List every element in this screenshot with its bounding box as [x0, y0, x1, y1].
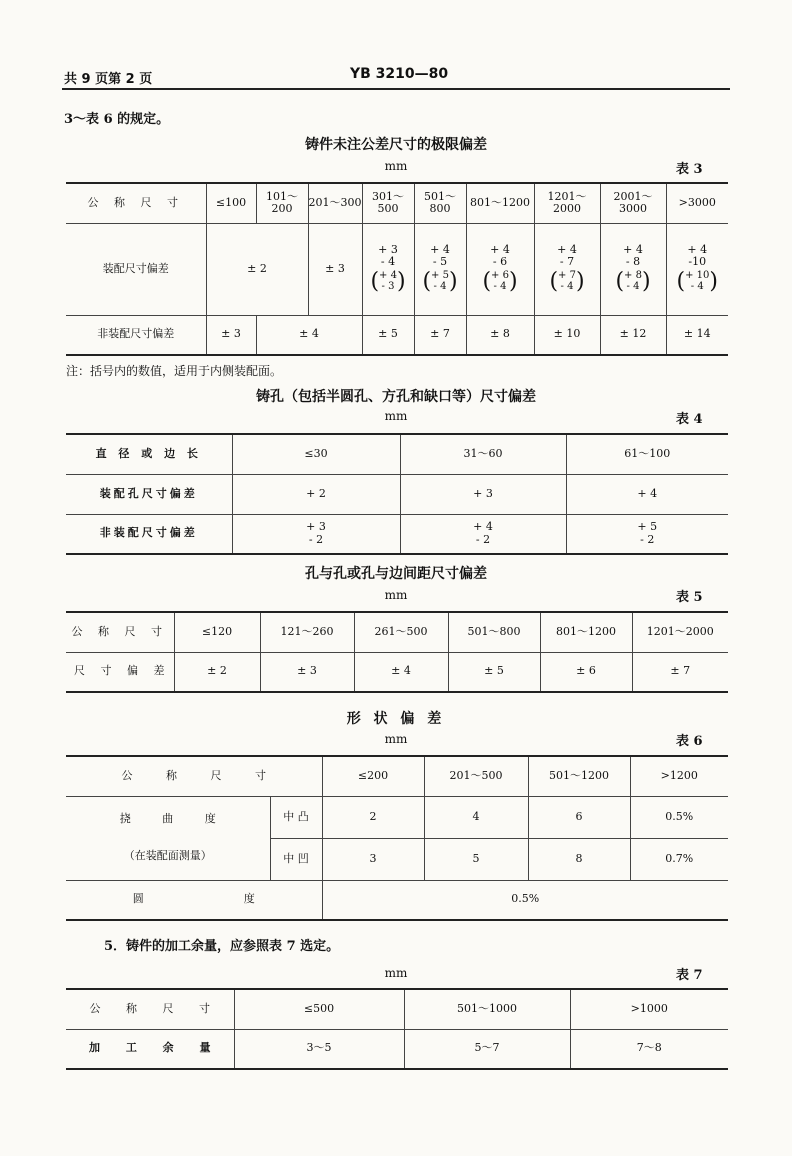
table5-header-row	[66, 612, 728, 652]
dev-down: - 2	[475, 532, 491, 546]
dev-in-down: - 4	[626, 280, 640, 292]
table3-col: 101～200	[256, 183, 308, 223]
dev-in-down: - 3	[381, 280, 395, 292]
table3-col: >3000	[666, 183, 728, 223]
table3-cell: ± 4	[256, 315, 362, 355]
table6	[66, 755, 728, 921]
table6-cell: 5	[424, 838, 528, 880]
table4-cell: + 3	[400, 474, 566, 514]
table4-cell: ≤30	[232, 434, 400, 474]
dev-up: + 5	[637, 520, 658, 534]
section5-text: 5．铸件的加工余量，应参照表 7 选定。	[104, 939, 340, 954]
table4-row	[66, 514, 728, 554]
table4-unit: mm	[384, 409, 408, 423]
table7-col: 501～1000	[404, 989, 570, 1029]
table3-cell: ± 14	[666, 315, 728, 355]
dev-down: - 2	[308, 532, 324, 546]
standard-number: YB 3210—80	[350, 66, 449, 82]
table6-round-row	[66, 880, 728, 920]
table4-cell: 31～60	[400, 434, 566, 474]
table6-cell: 8	[528, 838, 630, 880]
table4-title: 铸孔（包括半圆孔、方孔和缺口等）尺寸偏差	[256, 389, 536, 405]
table5-title: 孔与孔或孔与边间距尺寸偏差	[305, 566, 487, 582]
dev-in-down: - 4	[690, 280, 704, 292]
table3-cell: + 3 - 4 (+ 4 - 3 )	[362, 223, 414, 315]
dev-in-up: + 10	[685, 270, 710, 282]
table3-cell: ± 12	[600, 315, 666, 355]
table6-col: ≤200	[322, 756, 424, 796]
table7-cell: 5～7	[404, 1029, 570, 1069]
table3-header-row	[66, 183, 728, 223]
table4-label: 表 4	[676, 412, 703, 427]
dev-in-down: - 4	[433, 280, 447, 292]
table6-cell: 4	[424, 796, 528, 838]
table7-col: ≤500	[234, 989, 404, 1029]
table3-cell: ± 5	[362, 315, 414, 355]
table6-col: 501～1200	[528, 756, 630, 796]
table3-col: 2001～3000	[600, 183, 666, 223]
table6-convex-row	[66, 796, 728, 838]
table7-label: 表 7	[676, 968, 703, 983]
table6-label: 表 6	[676, 734, 703, 749]
table3-label: 表 3	[676, 162, 703, 177]
table5-cell: ± 3	[260, 652, 354, 692]
dev-in-up: + 7	[558, 270, 576, 282]
dev-up: + 4	[623, 242, 643, 256]
header-rule	[62, 88, 730, 90]
table7-allow-label: 加 工 余 量	[89, 1041, 211, 1055]
table6-bow-label: 挠 曲 度	[119, 812, 216, 826]
dev-up: + 4	[490, 242, 510, 256]
table6-convex-label: 中 凸	[270, 796, 322, 838]
dev-up: + 4	[687, 242, 708, 256]
dev-down: - 2	[640, 532, 655, 546]
table6-title: 形 状 偏 差	[346, 711, 446, 727]
table4-cell: 61～100	[566, 434, 728, 474]
table3-unit: mm	[384, 159, 408, 173]
round-char: 圆	[132, 892, 144, 906]
table3-cell: + 4 - 8 (+ 8 - 4 )	[600, 223, 666, 315]
table3-cell: + 4 -10 (+ 10 - 4 )	[666, 223, 728, 315]
table3-col: 501～800	[414, 183, 466, 223]
table6-cell: 2	[322, 796, 424, 838]
table3-col: ≤100	[206, 183, 256, 223]
table6-cell: 0.7%	[630, 838, 728, 880]
table3-assembly-row	[66, 223, 728, 315]
table5-dev-label: 尺 寸 偏 差	[74, 664, 171, 678]
table3-col: 301～500	[362, 183, 414, 223]
table4-cell	[232, 514, 400, 554]
table3-non-assembly-row	[66, 315, 728, 355]
table3-cell: ± 3	[308, 223, 362, 315]
table3-row-header: 公 称 尺 寸	[87, 195, 184, 209]
table5-dev-row	[66, 652, 728, 692]
table4-cell	[400, 514, 566, 554]
table5-cell: ± 5	[448, 652, 540, 692]
table3-cell: ± 10	[534, 315, 600, 355]
table6-col: 201～500	[424, 756, 528, 796]
table3	[66, 182, 728, 356]
table4-row	[66, 474, 728, 514]
dev-down: - 5	[432, 255, 448, 269]
dev-in-up: + 5	[431, 270, 449, 282]
table3-cell: + 4 - 5 (+ 5 - 4 )	[414, 223, 466, 315]
table6-round-label	[66, 880, 322, 920]
table6-cell: 0.5%	[630, 796, 728, 838]
table3-non-assembly-label: 非装配尺寸偏差	[97, 327, 175, 341]
table5-col: 501～800	[448, 612, 540, 652]
intro-text: 3～表 6 的规定。	[64, 112, 170, 127]
dev-down: - 4	[380, 255, 396, 269]
table3-note: 注：括号内的数值，适用于内侧装配面。	[66, 364, 283, 378]
dev-down: - 6	[492, 255, 508, 269]
table7-cell: 3～5	[234, 1029, 404, 1069]
table5-label: 表 5	[676, 590, 703, 605]
table6-header-row	[66, 756, 728, 796]
table3-cell: + 4 - 7 (+ 7 - 4 )	[534, 223, 600, 315]
table4-row-label: 装配孔尺寸偏差	[99, 486, 198, 500]
table3-cell: ± 7	[414, 315, 466, 355]
dev-up: + 4	[473, 520, 493, 534]
table3-cell: ± 2	[206, 223, 308, 315]
table3-col: 801～1200	[466, 183, 534, 223]
table3-assembly-label: 装配尺寸偏差	[102, 261, 169, 275]
table6-header-label: 公 称 尺 寸	[121, 768, 266, 782]
table7	[66, 988, 728, 1070]
table5-cell: ± 7	[632, 652, 728, 692]
page-info: 共 9 页第 2 页	[64, 72, 153, 87]
table6-cell: 3	[322, 838, 424, 880]
table4-row-label: 非装配尺寸偏差	[99, 526, 198, 540]
table5	[66, 611, 728, 693]
dev-down: -10	[688, 255, 707, 269]
table4-cell: + 4	[566, 474, 728, 514]
table5-cell: ± 4	[354, 652, 448, 692]
table5-col: 121～260	[260, 612, 354, 652]
table6-bow-cell	[66, 796, 270, 880]
table6-concave-label: 中 凹	[270, 838, 322, 880]
degree-char: 度	[243, 892, 255, 906]
dev-in-up: + 4	[379, 270, 397, 282]
table4-cell	[566, 514, 728, 554]
table7-header-label: 公 称 尺 寸	[89, 1001, 210, 1015]
dev-in-down: - 4	[493, 280, 507, 292]
dev-up: + 4	[430, 242, 450, 256]
table6-round-value: 0.5%	[322, 880, 728, 920]
table4-row	[66, 434, 728, 474]
dev-up: + 4	[557, 242, 577, 256]
table7-unit: mm	[384, 966, 408, 980]
table6-unit: mm	[384, 732, 408, 746]
dev-in-up: + 6	[491, 270, 509, 282]
table6-cell: 6	[528, 796, 630, 838]
table5-header-label: 公 称 尺 寸	[71, 624, 168, 638]
dev-down: - 7	[559, 255, 575, 269]
table3-cell: ± 3	[206, 315, 256, 355]
table4-cell: + 2	[232, 474, 400, 514]
dev-up: + 3	[306, 520, 326, 534]
table3-cell: + 4 - 6 (+ 6 - 4 )	[466, 223, 534, 315]
table3-title: 铸件未注公差尺寸的极限偏差	[305, 137, 487, 153]
dev-in-up: + 8	[624, 270, 642, 282]
table3-col: 1201～2000	[534, 183, 600, 223]
table4	[66, 433, 728, 555]
dev-down: - 8	[625, 255, 641, 269]
table7-col: >1000	[570, 989, 728, 1029]
table4-row-label: 直 径 或 边 长	[95, 446, 202, 460]
table5-cell: ± 6	[540, 652, 632, 692]
table7-allow-row	[66, 1029, 728, 1069]
table7-header-row	[66, 989, 728, 1029]
table5-cell: ± 2	[174, 652, 260, 692]
table5-col: 801～1200	[540, 612, 632, 652]
dev-in-down: - 4	[560, 280, 574, 292]
table5-col: 1201～2000	[632, 612, 728, 652]
table5-col: 261～500	[354, 612, 448, 652]
table7-cell: 7～8	[570, 1029, 728, 1069]
table3-cell: ± 8	[466, 315, 534, 355]
table6-bow-sub: （在装配面测量）	[123, 849, 212, 862]
table5-unit: mm	[384, 588, 408, 602]
table6-col: >1200	[630, 756, 728, 796]
table3-col: 201～300	[308, 183, 362, 223]
dev-up: + 3	[378, 242, 398, 256]
table5-col: ≤120	[174, 612, 260, 652]
